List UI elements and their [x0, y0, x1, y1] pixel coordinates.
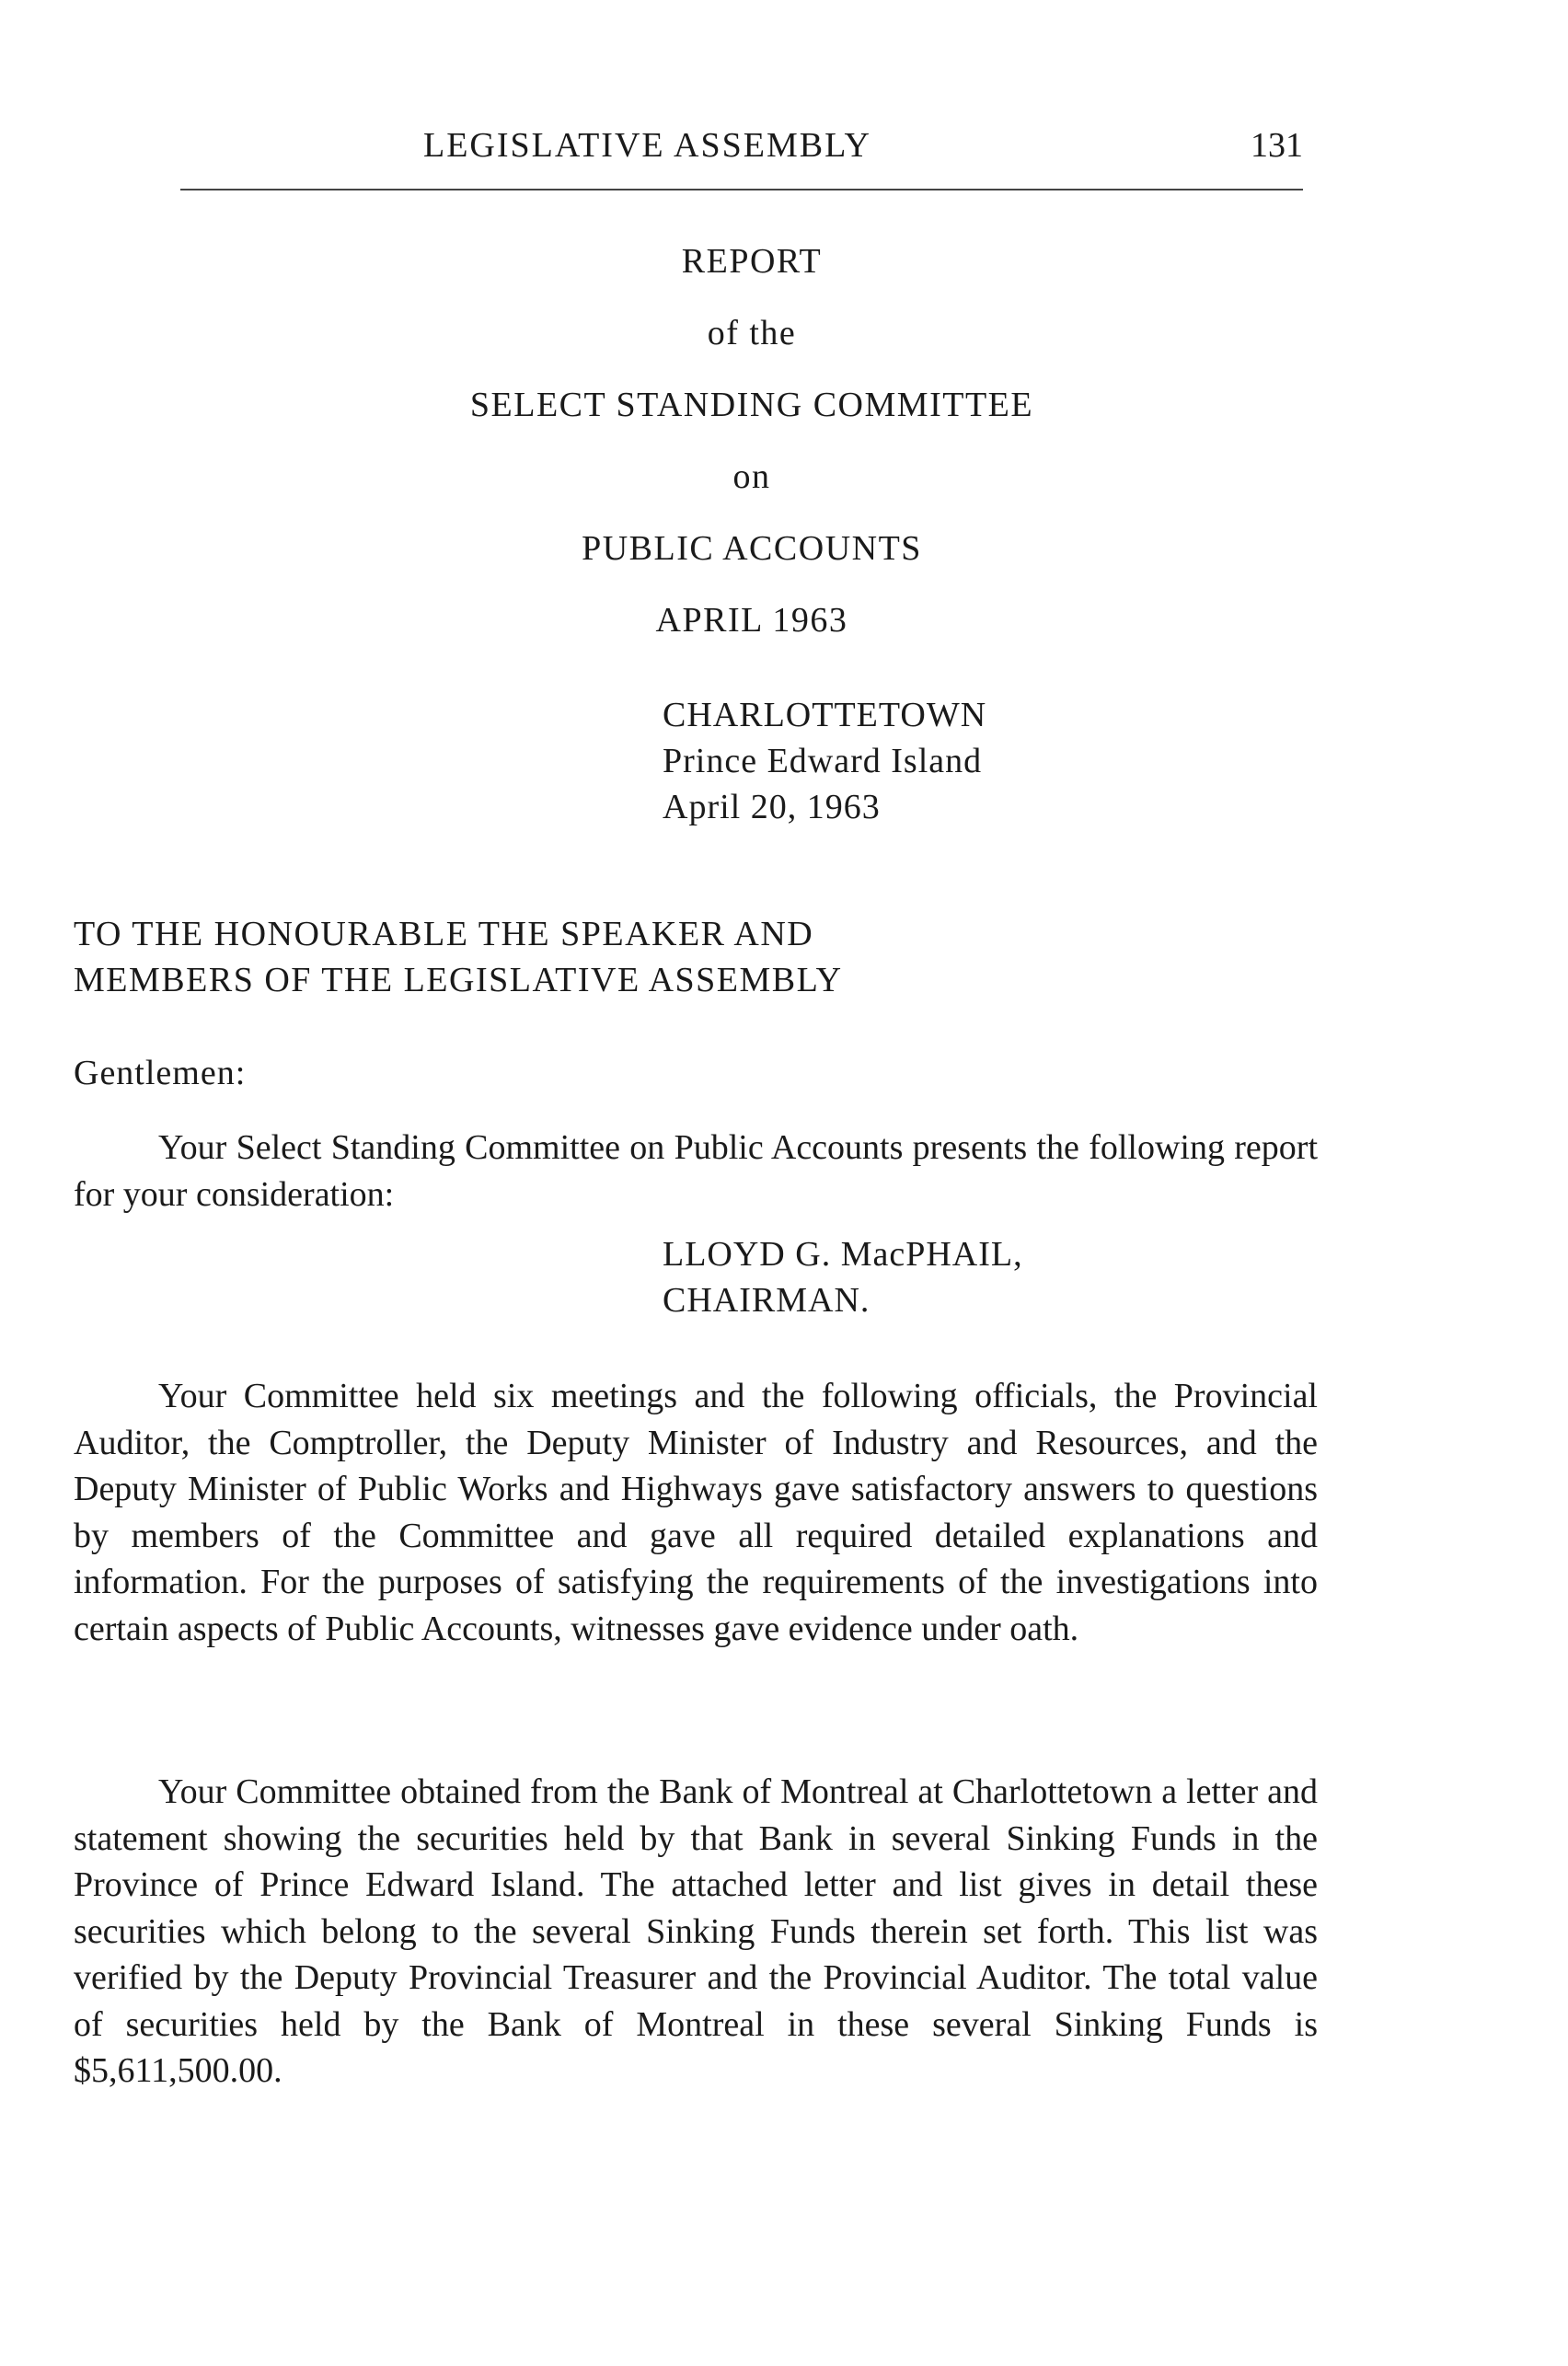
- signature-name: LLOYD G. MacPHAIL,: [663, 1235, 1023, 1274]
- title-connector-on: on: [732, 457, 771, 496]
- place-and-date: [663, 692, 986, 830]
- salutation: Gentlemen:: [74, 1054, 247, 1092]
- letter-date: April 20, 1963: [663, 788, 881, 826]
- page-number: 131: [1251, 126, 1303, 165]
- address-block: [74, 911, 843, 1003]
- running-title: LEGISLATIVE ASSEMBLY: [423, 126, 871, 165]
- header-divider: [180, 189, 1303, 190]
- committee-subject: PUBLIC ACCOUNTS: [582, 529, 922, 568]
- committee-name: SELECT STANDING COMMITTEE: [469, 386, 1034, 424]
- report-date: APRIL 1963: [655, 601, 848, 640]
- paragraph-meetings: Your Committee held six meetings and the following officials, the Provincial Auditor, the Comptroller, the Deputy Minister of Industry and Resources, and the Deputy Minister of Public Works and Highways gave satisfactory answers to questions by members of the Committee and gave all required detailed explanations and information. For the purposes of satisfying the requirements of the investigations into certain aspects of Public Accounts, witnesses gave evidence under oath.: [74, 1377, 1318, 1648]
- title-connector-of-the: of the: [707, 314, 797, 352]
- paragraph-securities: Your Committee obtained from the Bank of Montreal at Charlottetown a letter and statement showing the securities held by that Bank in several Sinking Funds in the Province of Prince Edward Island. The attached letter and list gives in detail these securities which belong to the several Sinking Funds therein set forth. This list was verified by the Deputy Provincial Treasurer and the Provincial Auditor. The total value of securities held by the Bank of Montreal in these several Sinking Funds is $5,611,500.00.: [74, 1772, 1318, 2090]
- signature-title: CHAIRMAN.: [663, 1281, 870, 1320]
- signature-block: [663, 1231, 1023, 1323]
- address-line-1: TO THE HONOURABLE THE SPEAKER AND: [74, 915, 814, 953]
- paragraph-intro: Your Select Standing Committee on Public Accounts presents the following report for your consideration:: [74, 1128, 1318, 1214]
- place-province: Prince Edward Island: [663, 742, 983, 780]
- place-city: CHARLOTTETOWN: [663, 696, 987, 734]
- running-header: [180, 125, 1303, 180]
- report-title: REPORT: [681, 242, 823, 281]
- address-line-2: MEMBERS OF THE LEGISLATIVE ASSEMBLY: [74, 961, 843, 999]
